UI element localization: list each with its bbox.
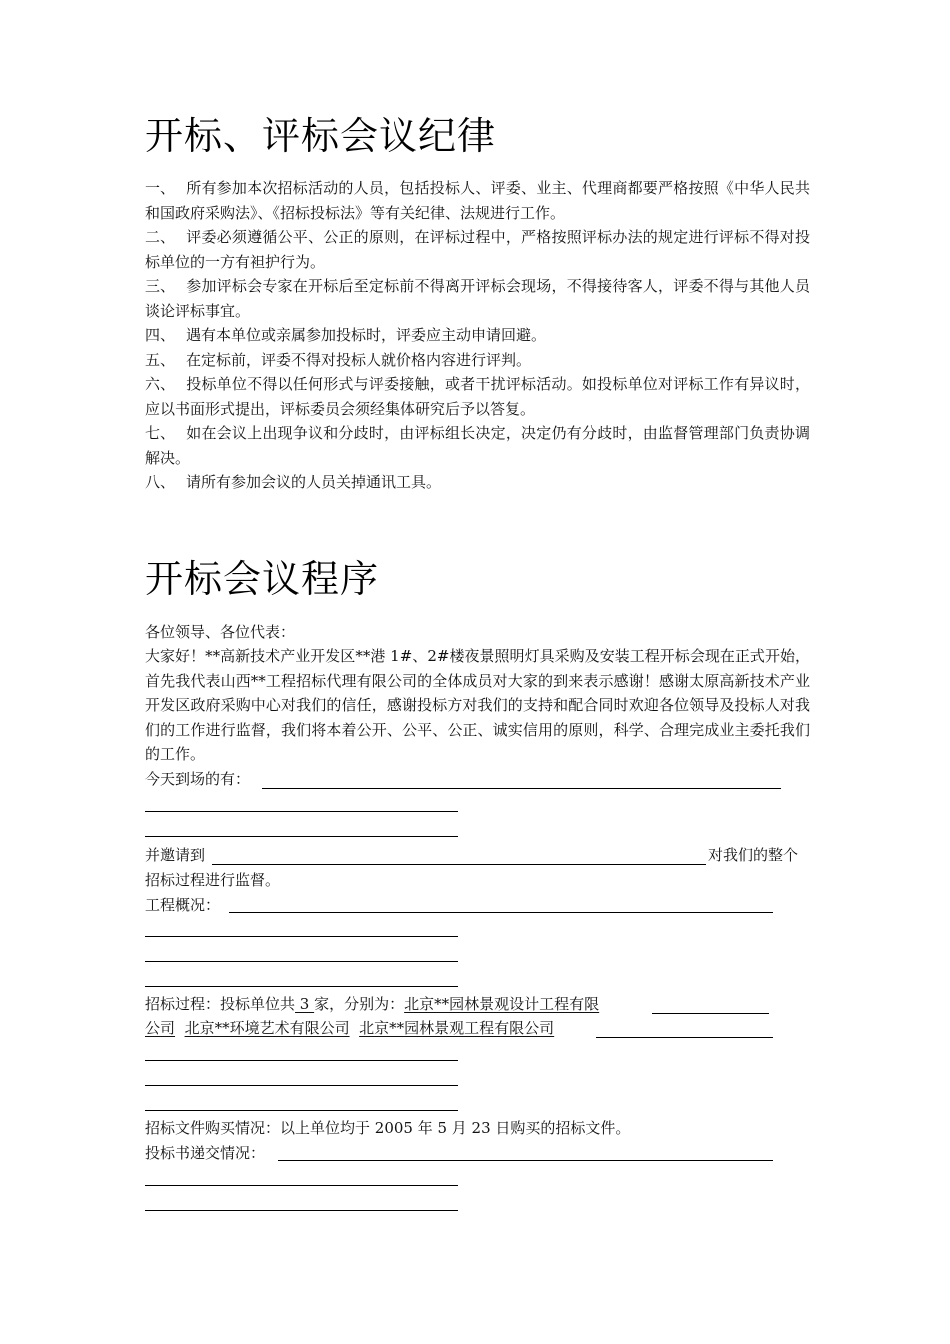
overview-label: 工程概况： [145, 896, 221, 914]
process-line-2 [145, 1016, 554, 1040]
overview-line[interactable] [145, 986, 458, 987]
list-item: 四、 遇有本单位或亲属参加投标时，评委应主动申请回避。 [145, 326, 547, 344]
attendees-line[interactable] [262, 788, 781, 789]
bidder-1: 北京**园林景观设计工程有限 [404, 995, 600, 1013]
list-item: 六、 投标单位不得以任何形式与评委接触，或者干扰评标活动。如投标单位对评标工作有异议时，应以书面形式提出，评标委员会须经集体研究后予以答复。 [145, 375, 810, 418]
invite-line[interactable] [212, 864, 706, 865]
bidder-1-cont: 公司 [145, 1019, 176, 1037]
procedure-greeting: 各位领导、各位代表： [145, 623, 296, 641]
submission-line[interactable] [278, 1160, 773, 1161]
list-item: 八、 请所有参加会议的人员关掉通讯工具。 [145, 473, 442, 491]
list-item: 五、 在定标前，评委不得对投标人就价格内容进行评判。 [145, 350, 532, 369]
attendees-line[interactable] [145, 811, 458, 812]
bidder-3: 北京**园林景观工程有限公司 [359, 1019, 555, 1037]
invite-suffix: 对我们的整个 [708, 846, 799, 864]
process-line[interactable] [145, 1110, 458, 1111]
discipline-list [145, 176, 810, 495]
submission-line[interactable] [145, 1210, 458, 1211]
list-item: 二、 评委必须遵循公平、公正的原则，在评标过程中，严格按照评标办法的规定进行评标不得对投标单位的一方有袒护行为。 [145, 228, 810, 271]
purchase-info: 招标文件购买情况：以上单位均于 2005 年 5 月 23 日购买的招标文件。 [145, 1119, 631, 1137]
procedure-intro: 大家好！**高新技术产业开发区**港 1#、2#楼夜景照明灯具采购及安装工程开标会现在正式开始，首先我代表山西**工程招标代理有限公司的全体成员对大家的到来表示感谢！感谢太原高新技术产业开发区政府采购中心对我们的信任，感谢投标方对我们的支持和配合同时欢迎各位领导及投标人对我们的工作进行监督，我们将本着公开、公平、公正、诚实信用的原则，科学、合理完成业主委托我们的工作。 [145, 647, 810, 763]
attendees-label: 今天到场的有： [145, 770, 251, 788]
submission-line[interactable] [145, 1185, 458, 1186]
process-line-1: 招标过程：投标单位共 3 家，分别为：北京**园林景观设计工程有限 [145, 995, 600, 1013]
overview-line[interactable] [145, 936, 458, 937]
process-line[interactable] [652, 1013, 769, 1014]
bidder-count: 3 [295, 995, 315, 1013]
process-line[interactable] [145, 1085, 458, 1086]
list-item: 一、 所有参加本次招标活动的人员，包括投标人、评委、业主、代理商都要严格按照《中华人民共和国政府采购法》、《招标投标法》等有关纪律、法规进行工作。 [145, 179, 810, 222]
bidder-2: 北京**环境艺术有限公司 [184, 1019, 350, 1037]
process-line[interactable] [145, 1060, 458, 1061]
invite-prefix: 并邀请到 [145, 846, 206, 864]
list-item: 三、 参加评标会专家在开标后至定标前不得离开评标会现场，不得接待客人，评委不得与其他人员谈论评标事宜。 [145, 277, 810, 320]
submission-label: 投标书递交情况： [145, 1144, 266, 1162]
attendees-line[interactable] [145, 836, 458, 837]
invite-line2: 招标过程进行监督。 [145, 871, 281, 889]
overview-line[interactable] [145, 961, 458, 962]
procedure-title: 开标会议程序 [145, 557, 380, 601]
list-item: 七、 如在会议上出现争议和分歧时，由评标组长决定，决定仍有分歧时，由监督管理部门负责协调解决。 [145, 424, 810, 467]
discipline-title: 开标、评标会议纪律 [145, 114, 497, 158]
process-line[interactable] [596, 1037, 773, 1038]
overview-line[interactable] [229, 912, 773, 913]
